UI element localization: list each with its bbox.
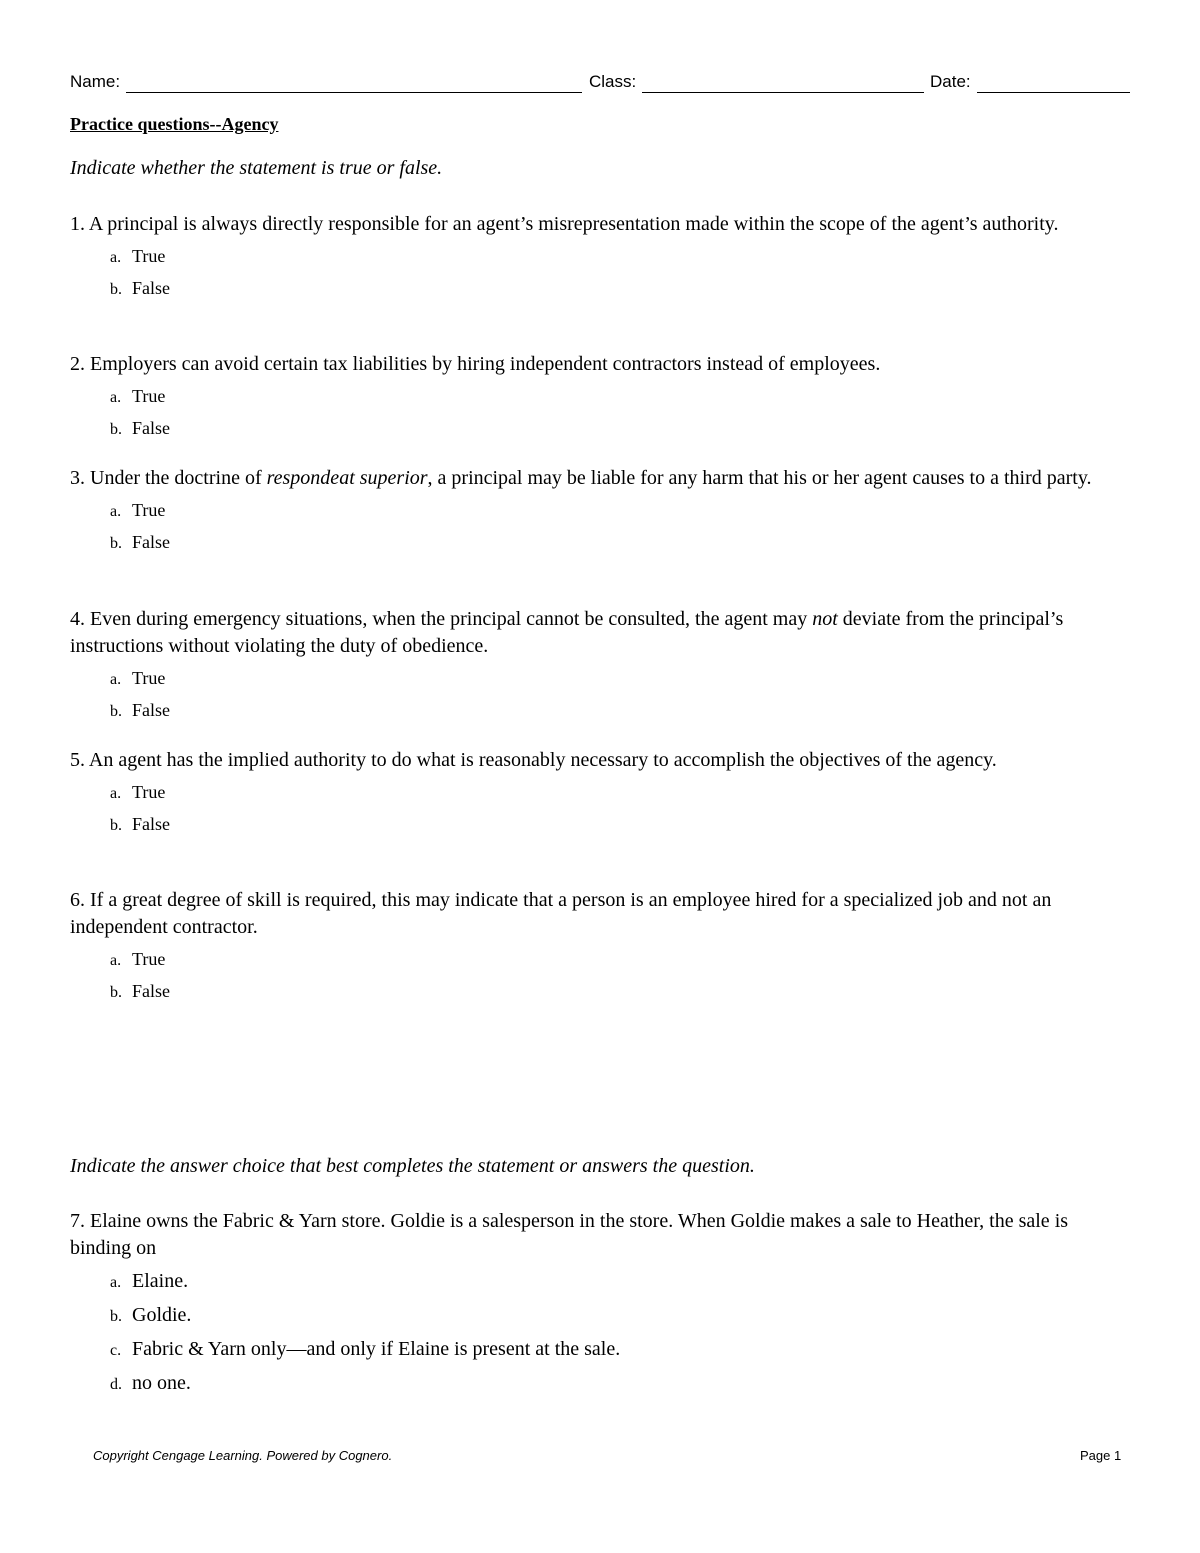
choice-text: True [132, 949, 166, 969]
question-text [70, 887, 1130, 941]
header-fields [70, 70, 1130, 96]
date-field-line[interactable] [977, 92, 1130, 93]
choice-b[interactable] [110, 413, 1130, 445]
choice-letter: c. [110, 1342, 122, 1359]
question-number: 4. [70, 608, 85, 630]
choice-letter: b. [110, 1308, 122, 1325]
footer-page-number: Page 1 [1080, 1448, 1122, 1463]
choice-letter: b. [110, 535, 122, 552]
choice-list [70, 495, 1130, 559]
choice-a[interactable] [110, 495, 1130, 527]
choice-b[interactable] [110, 976, 1130, 1008]
question-stem-emphasis: respondeat superior [266, 467, 428, 489]
choice-text: Fabric & Yarn only—and only if Elaine is present at the sale. [132, 1338, 621, 1360]
choice-a[interactable] [110, 381, 1130, 413]
choice-letter: d. [110, 1376, 122, 1393]
choice-b[interactable] [110, 695, 1130, 727]
question-text [70, 1208, 1130, 1262]
choice-letter: a. [110, 671, 122, 688]
choice-a[interactable] [110, 1265, 1130, 1299]
choice-text: False [132, 418, 170, 438]
question-stem-part: Even during emergency situations, when the principal cannot be consulted, the agent may [90, 608, 813, 630]
choice-a[interactable] [110, 944, 1130, 976]
choice-letter: b. [110, 281, 122, 298]
date-label: Date: [930, 72, 971, 91]
question-stem: Elaine owns the Fabric & Yarn store. Goldie is a salesperson in the store. When Goldie makes a sale to Heather, the sale is binding on [70, 1210, 1069, 1259]
question-text [70, 351, 1130, 378]
question-stem: A principal is always directly responsible for an agent’s misrepresentation made within the scope of the agent’s authority. [88, 213, 1059, 235]
question-6 [70, 887, 1130, 1008]
question-text [70, 606, 1130, 660]
question-3 [70, 465, 1130, 559]
section1-instruction: Indicate whether the statement is true or false. [70, 157, 443, 179]
question-number: 7. [70, 1210, 85, 1232]
question-stem: An agent has the implied authority to do what is reasonably necessary to accomplish the objectives of the agency. [88, 749, 997, 771]
question-number: 6. [70, 889, 85, 911]
choice-letter: b. [110, 984, 122, 1001]
choice-text: False [132, 278, 170, 298]
choice-text: False [132, 700, 170, 720]
choice-text: True [132, 782, 166, 802]
choice-text: no one. [132, 1372, 191, 1394]
question-number: 1. [70, 213, 85, 235]
choice-letter: a. [110, 1274, 122, 1291]
question-text [70, 465, 1130, 492]
choice-a[interactable] [110, 663, 1130, 695]
choice-text: True [132, 668, 166, 688]
choice-letter: a. [110, 249, 122, 266]
choice-b[interactable] [110, 1299, 1130, 1333]
name-field-line[interactable] [126, 92, 582, 93]
page-title: Practice questions--Agency [70, 114, 279, 134]
question-stem-part: Under the doctrine of [90, 467, 267, 489]
choice-text: True [132, 246, 166, 266]
choice-letter: b. [110, 703, 122, 720]
choice-letter: a. [110, 503, 122, 520]
choice-list [70, 1265, 1130, 1401]
choice-letter: a. [110, 389, 122, 406]
question-text [70, 211, 1130, 238]
choice-letter: a. [110, 785, 122, 802]
question-text [70, 747, 1130, 774]
choice-b[interactable] [110, 273, 1130, 305]
question-stem-part: deviate from the principal’s instructions without violating the duty of obedience. [70, 608, 1064, 657]
choice-d[interactable] [110, 1367, 1130, 1401]
choice-b[interactable] [110, 527, 1130, 559]
choice-b[interactable] [110, 809, 1130, 841]
question-5 [70, 747, 1130, 841]
question-stem-part: , a principal may be liable for any harm that his or her agent causes to a third party. [427, 467, 1092, 489]
choice-letter: b. [110, 817, 122, 834]
choice-a[interactable] [110, 777, 1130, 809]
footer-copyright: Copyright Cengage Learning. Powered by Cognero. [93, 1448, 393, 1463]
choice-list [70, 381, 1130, 445]
choice-letter: a. [110, 952, 122, 969]
class-label: Class: [589, 72, 637, 91]
choice-text: True [132, 500, 166, 520]
question-number: 5. [70, 749, 85, 771]
question-7 [70, 1208, 1130, 1401]
question-stem: If a great degree of skill is required, this may indicate that a person is an employee hired for a specialized job and not an independent contractor. [70, 889, 1052, 938]
question-2 [70, 351, 1130, 445]
choice-list [70, 944, 1130, 1008]
choice-a[interactable] [110, 241, 1130, 273]
choice-c[interactable] [110, 1333, 1130, 1367]
choice-text: Goldie. [132, 1304, 192, 1326]
choice-text: Elaine. [132, 1270, 189, 1292]
class-field-line[interactable] [642, 92, 924, 93]
choice-text: False [132, 814, 170, 834]
question-number: 3. [70, 467, 85, 489]
section2-instruction: Indicate the answer choice that best completes the statement or answers the question. [70, 1155, 755, 1177]
question-4 [70, 606, 1130, 727]
choice-list [70, 777, 1130, 841]
choice-letter: b. [110, 421, 122, 438]
name-label: Name: [70, 72, 121, 91]
question-number: 2. [70, 353, 85, 375]
question-stem: Employers can avoid certain tax liabilities by hiring independent contractors instead of employees. [90, 353, 881, 375]
choice-list [70, 241, 1130, 305]
choice-text: False [132, 981, 170, 1001]
question-1 [70, 211, 1130, 305]
choice-text: False [132, 532, 170, 552]
choice-text: True [132, 386, 166, 406]
question-stem-emphasis: not [812, 608, 838, 630]
choice-list [70, 663, 1130, 727]
